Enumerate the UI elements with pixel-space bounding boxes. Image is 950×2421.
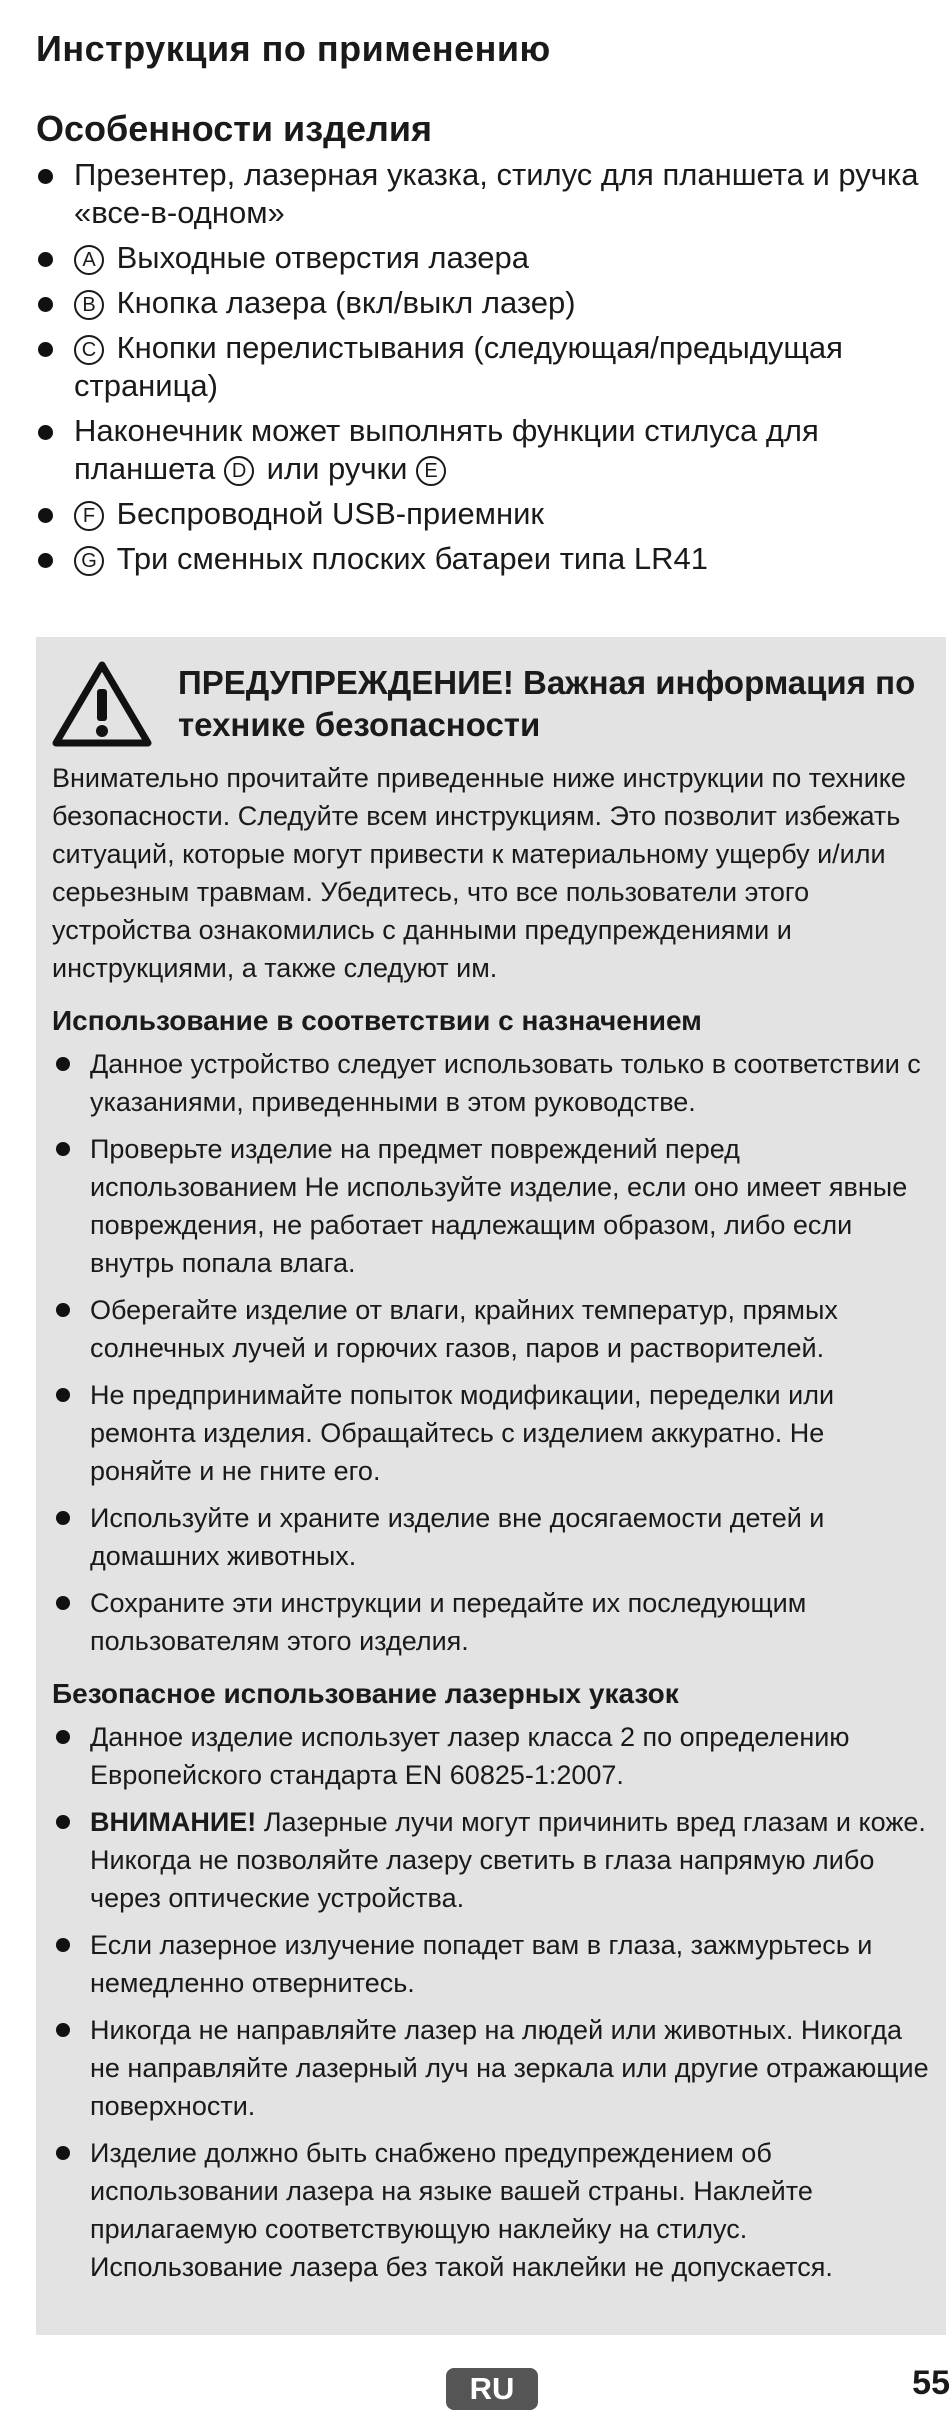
language-badge: RU bbox=[446, 2368, 538, 2410]
circled-letter: B bbox=[74, 290, 104, 320]
attention-label: ВНИМАНИЕ! bbox=[90, 1807, 257, 1837]
circled-letter: G bbox=[74, 546, 104, 576]
feature-text: Выходные отверстия лазера bbox=[116, 240, 529, 275]
safety-warning-box bbox=[36, 637, 946, 2335]
list-item bbox=[36, 495, 926, 533]
list-item bbox=[52, 1718, 932, 1794]
item-text: Если лазерное излучение попадет вам в глаза, зажмурьтесь и немедленно отвернитесь. bbox=[90, 1930, 873, 1998]
item-text: Никогда не направляйте лазер на людей или животных. Никогда не направляйте лазерный луч на зеркала или другие отражающие поверхности. bbox=[90, 2015, 929, 2121]
feature-text: Три сменных плоских батареи типа LR41 bbox=[116, 541, 709, 576]
warning-triangle-icon bbox=[52, 661, 152, 747]
list-item bbox=[36, 284, 926, 322]
features-heading: Особенности изделия bbox=[36, 108, 432, 149]
list-item bbox=[36, 329, 926, 405]
page-number: 55 bbox=[912, 2364, 950, 2402]
warning-intro: Внимательно прочитайте приведенные ниже инструкции по технике безопасности. Следуйте всем инструкциям. Это позволит избежать ситуаций, которые могут привести к материальному ущербу и/или серьезным травмам. Убедитесь, что все пользователи этого устройства ознакомились с данными предупреждениями и инструкциями, а также следуют им. bbox=[52, 763, 906, 983]
list-item bbox=[36, 239, 926, 277]
list-item: Сохраните эти инструкции и передайте их последующим пользователям этого изделия. bbox=[52, 1584, 932, 1660]
feature-text: Кнопка лазера (вкл/выкл лазер) bbox=[116, 285, 576, 320]
list-item bbox=[52, 2134, 932, 2286]
circled-letter: F bbox=[74, 501, 104, 531]
list-item: Используйте и храните изделие вне досягаемости детей и домашних животных. bbox=[52, 1499, 932, 1575]
intended-use-list bbox=[52, 1045, 932, 1660]
features-list bbox=[36, 156, 926, 578]
list-item bbox=[36, 540, 926, 578]
feature-text: Презентер, лазерная указка, стилус для планшета и ручка «все-в-одном» bbox=[74, 157, 919, 230]
section-heading: Использование в соответствии с назначением bbox=[52, 1005, 702, 1036]
feature-text: Наконечник может выполнять функции стилуса для планшета bbox=[74, 413, 819, 486]
circled-letter: C bbox=[74, 335, 104, 365]
laser-safety-list bbox=[52, 1718, 932, 2286]
list-item bbox=[36, 412, 926, 488]
warning-header bbox=[52, 661, 932, 747]
item-text: Лазерные лучи могут причинить вред глазам и коже. Никогда не позволяйте лазеру светить в глаза напрямую либо через оптические устройства. bbox=[90, 1807, 926, 1913]
warning-title: ПРЕДУПРЕЖДЕНИЕ! Важная информация по технике безопасности bbox=[178, 664, 916, 743]
list-item: Проверьте изделие на предмет повреждений перед использованием Не используйте изделие, если оно имеет явные повреждения, не работает надлежащим образом, либо если внутрь попала влага. bbox=[52, 1130, 932, 1282]
list-item bbox=[36, 156, 926, 232]
list-item: Данное устройство следует использовать только в соответствии с указаниями, приведенными в этом руководстве. bbox=[52, 1045, 932, 1121]
circled-letter: D bbox=[224, 456, 254, 486]
list-item: Оберегайте изделие от влаги, крайних температур, прямых солнечных лучей и горючих газов, паров и растворителей. bbox=[52, 1291, 932, 1367]
features-section bbox=[36, 108, 926, 585]
list-item: Не предпринимайте попыток модификации, переделки или ремонта изделия. Обращайтесь с изделием аккуратно. Не роняйте и не гните его. bbox=[52, 1376, 932, 1490]
feature-text: Кнопки перелистывания (следующая/предыдущая страница) bbox=[74, 330, 843, 403]
page-title: Инструкция по применению bbox=[36, 28, 551, 69]
feature-text: или ручки bbox=[266, 451, 408, 486]
list-item bbox=[52, 1803, 932, 1917]
list-item bbox=[52, 2011, 932, 2125]
item-text: Изделие должно быть снабжено предупреждением об использовании лазера на языке вашей страны. Наклейте прилагаемую соответствующую наклейку на стилус. Использование лазера без такой наклейки не допускается. bbox=[90, 2138, 833, 2282]
circled-letter: A bbox=[74, 245, 104, 275]
item-text: Данное изделие использует лазер класса 2 по определению Европейского стандарта EN 60825-1:2007. bbox=[90, 1722, 850, 1790]
list-item bbox=[52, 1926, 932, 2002]
feature-text: Беспроводной USB-приемник bbox=[116, 496, 544, 531]
section-heading: Безопасное использование лазерных указок bbox=[52, 1678, 679, 1709]
circled-letter: E bbox=[416, 456, 446, 486]
